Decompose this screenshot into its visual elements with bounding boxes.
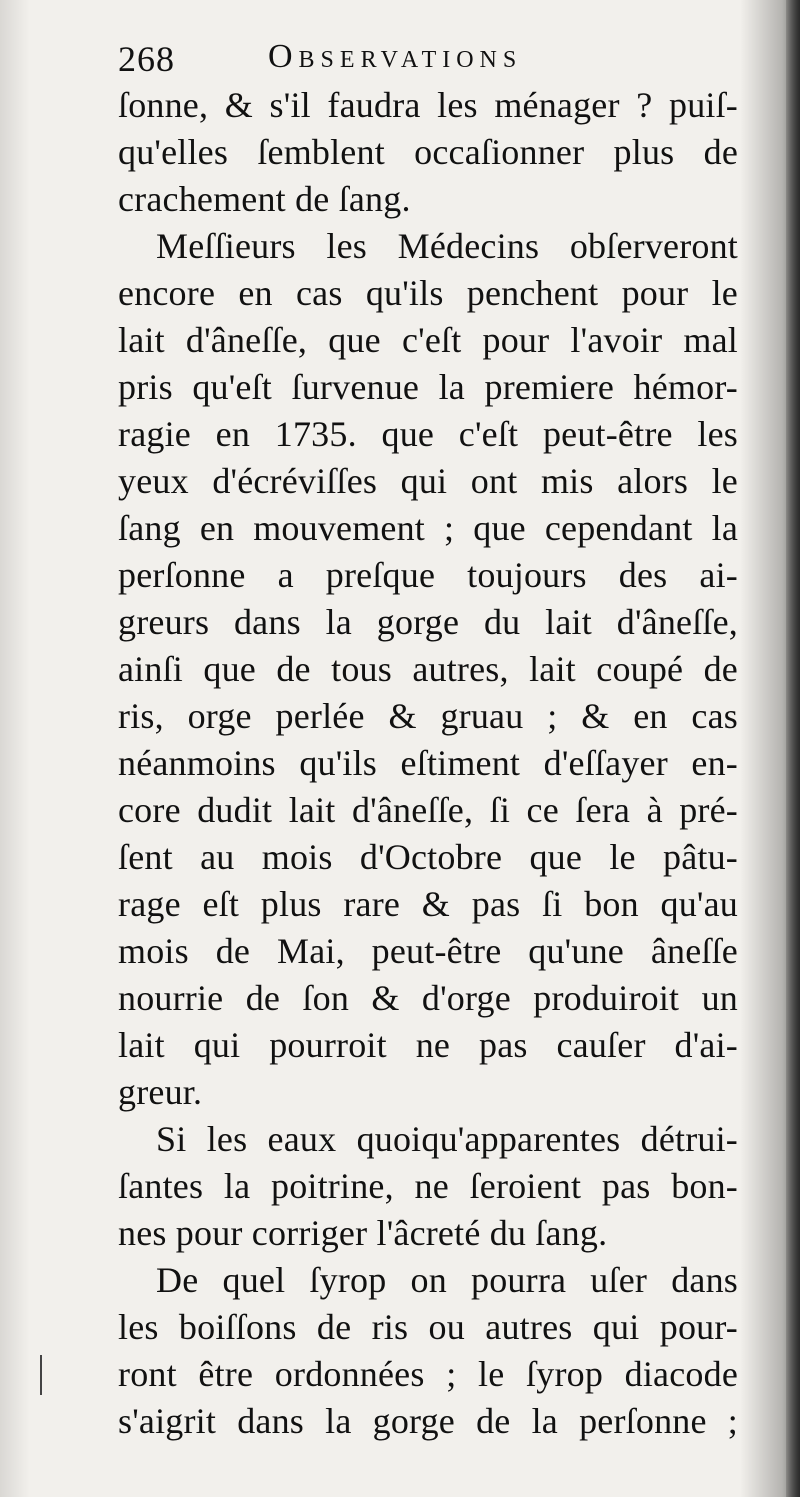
text-line: yeux d'écréviſſes qui ont mis alors le: [118, 461, 738, 501]
text-line: ſent au mois d'Octobre que le pâtu-: [118, 837, 738, 877]
text-line: core dudit lait d'âneſſe, ſi ce ſera à pré-: [118, 790, 738, 830]
text-line: mois de Mai, peut-être qu'une âneſſe: [118, 931, 738, 971]
text-line: perſonne a preſque toujours des ai-: [118, 555, 738, 595]
running-title: Observations: [268, 38, 523, 75]
page-number: 268: [118, 39, 175, 79]
text-line: lait d'âneſſe, que c'eſt pour l'avoir mal: [118, 320, 738, 360]
text-line: greurs dans la gorge du lait d'âneſſe,: [118, 602, 738, 642]
text-line: crachement de ſang.: [118, 179, 411, 219]
text-line: ront être ordonnées ; le ſyrop diacode: [118, 1354, 738, 1394]
text-line: nourrie de ſon & d'orge produiroit un: [118, 978, 738, 1018]
text-line: qu'elles ſemblent occaſionner plus de: [118, 132, 738, 172]
text-line: Meſſieurs les Médecins obſerveront: [156, 226, 738, 266]
text-line: ſang en mouvement ; que cependant la: [118, 508, 738, 548]
text-line: Si les eaux quoiqu'apparentes détrui-: [156, 1119, 738, 1159]
text-line: s'aigrit dans la gorge de la perſonne ;: [118, 1401, 738, 1441]
text-line: rage eſt plus rare & pas ſi bon qu'au: [118, 884, 738, 924]
text-line: De quel ſyrop on pourra uſer dans: [156, 1260, 738, 1300]
text-line: pris qu'eſt ſurvenue la premiere hémor-: [118, 367, 738, 407]
text-line: les boiſſons de ris ou autres qui pour-: [118, 1307, 738, 1347]
text-line: ſonne, & s'il faudra les ménager ? puiſ-: [118, 85, 738, 125]
text-line: lait qui pourroit ne pas cauſer d'ai-: [118, 1025, 738, 1065]
text-line: ragie en 1735. que c'eſt peut-être les: [118, 414, 738, 454]
text-line: nes pour corriger l'âcreté du ſang.: [118, 1213, 608, 1253]
text-line: ris, orge perlée & gruau ; & en cas: [118, 696, 738, 736]
text-line: encore en cas qu'ils penchent pour le: [118, 273, 738, 313]
text-line: ainſi que de tous autres, lait coupé de: [118, 649, 738, 689]
page-header: [118, 38, 718, 86]
text-line: ſantes la poitrine, ne ſeroient pas bon-: [118, 1166, 738, 1206]
text-line: néanmoins qu'ils eſtiment d'eſſayer en-: [118, 743, 738, 783]
margin-mark: [40, 1355, 42, 1395]
text-line: greur.: [118, 1072, 203, 1112]
spine-shadow: [786, 0, 800, 1497]
body-text: [118, 82, 738, 1445]
